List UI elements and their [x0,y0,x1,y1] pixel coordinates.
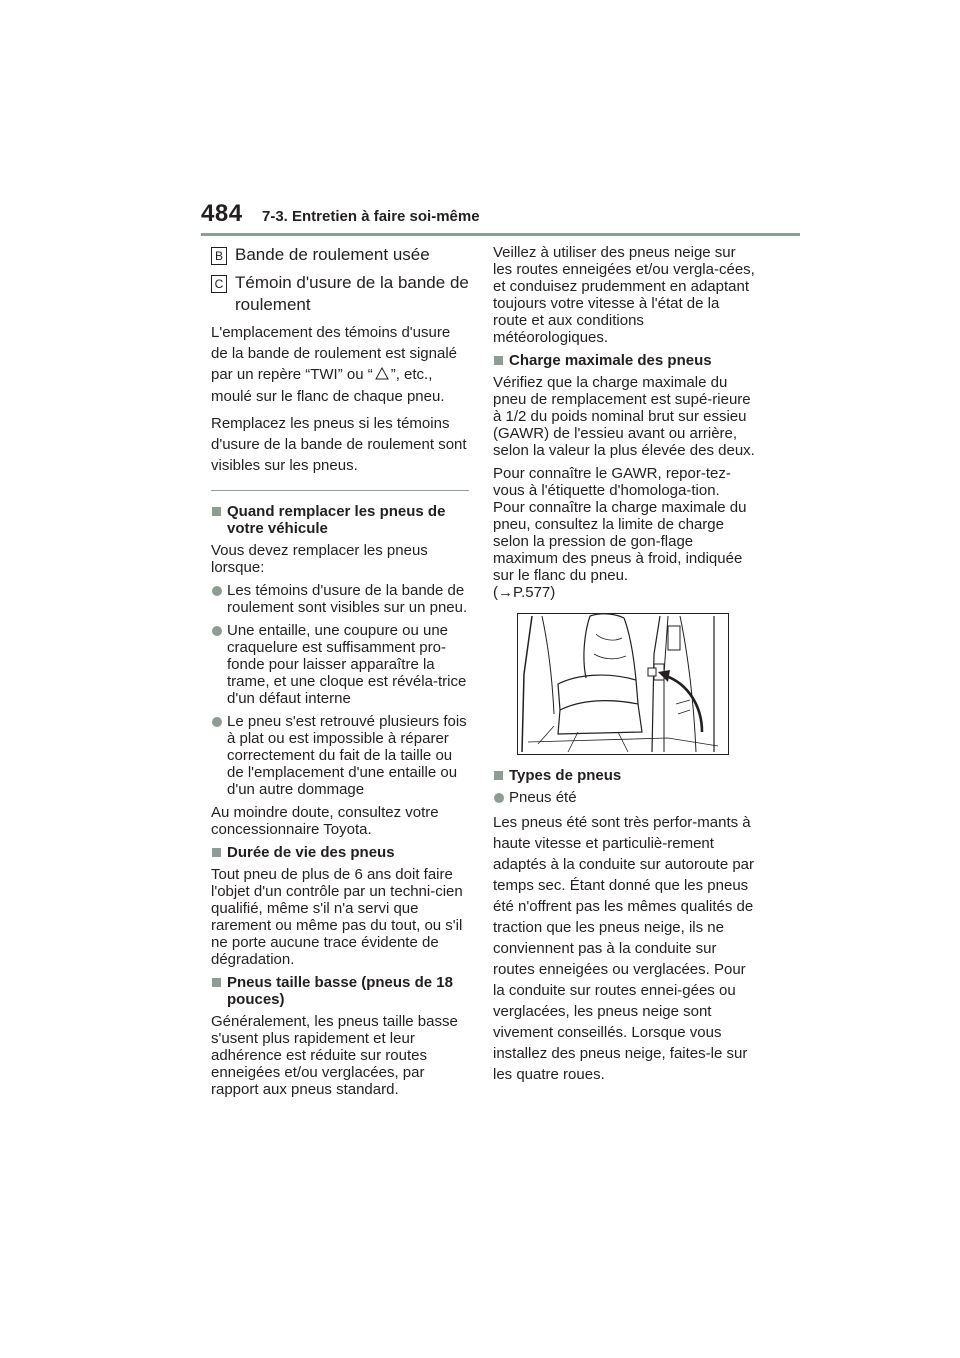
label-b-text: Bande de roulement usée [235,245,430,264]
low-profile-text: Généralement, les pneus taille basse s'usent plus rapidement et leur adhérence est réduite sur routes enneigées et/ou verglacées, par rapport aux pneus standard. [211,1013,458,1098]
square-bullet-icon [212,507,221,516]
when-replace-outro: Au moindre doute, consultez votre concessionnaire Toyota. [211,804,439,838]
label-b-key: B [211,247,227,265]
replace-paragraph: Remplacez les pneus si les témoins d'usure de la bande de roulement sont visibles sur les pneus. [211,415,467,474]
heading-low-profile: Pneus taille basse (pneus de 18 pouces) [211,974,471,1008]
summer-tires-text: Les pneus été sont très perfor-mants à haute vitesse et particuliè-rement adaptés à la conduite sur autoroute par temps sec. Étant donné que les pneus été n'offrent pas les mêmes qualités de traction que les pneus neige, ils ne conviennent pas à la conduite sur routes enneigées ou verglacées. Pour la conduite sur routes ennei-gées ou verglacées, les pneus neige sont vivement conseillés. Lorsque vous installez des pneus neige, faites-le sur les quatre roues. [493,814,755,1083]
when-replace-intro: Vous devez remplacer les pneus lorsque: [211,542,428,576]
label-c-text: Témoin d'usure de la bande de roulement [235,273,469,314]
heading-tire-types: Types de pneus [493,767,755,784]
snow-tire-intro: Veillez à utiliser des pneus neige sur les routes enneigées et/ou vergla-cées, et conduisez prudemment en adaptant toujours votre vitesse à l'état de la route et aux conditions météorologiques. [493,244,755,346]
header-rule [201,233,800,236]
circle-bullet-icon [212,586,222,596]
circle-bullet-icon [494,793,504,803]
section-divider [211,490,469,491]
section-title: 7-3. Entretien à faire soi-même [262,208,480,225]
list-item: Pneus été [493,789,755,806]
twi-paragraph-end: ”, etc., moulé sur le flanc de chaque pneu. [211,366,445,405]
square-bullet-icon [212,848,221,857]
tire-life-text: Tout pneu de plus de 6 ans doit faire l'objet d'un contrôle par un techni-cien qualifié, même s'il n'a servi que rarement ou même pas du tout, ou s'il ne porte aucune trace évidente de dégradation. [211,866,463,968]
right-column [493,244,755,1091]
circle-bullet-icon [212,626,222,636]
list-item: Une entaille, une coupure ou une craquelure est suffisamment pro-fonde pour laisser apparaître la trame, et une cloque est révéla-trice d'un défaut interne [211,622,471,707]
label-c-key: C [211,275,227,293]
list-item: Les témoins d'usure de la bande de roulement sont visibles sur un pneu. [211,582,471,616]
list-item: Le pneu s'est retrouvé plusieurs fois à plat ou est impossible à réparer correctement du fait de la taille ou de l'emplacement d'une entaille ou d'un autre dommage [211,713,471,798]
twi-paragraph [211,322,471,407]
label-c [211,272,471,316]
max-load-p2: Pour connaître le GAWR, repor-tez-vous à l'étiquette d'homologa-tion. [493,465,731,499]
page-reference: (→P.577) [493,584,556,601]
label-b [211,244,471,266]
door-jamb-illustration [517,613,729,755]
page-number: 484 [201,200,243,227]
heading-max-load: Charge maximale des pneus [493,352,755,369]
max-load-p1: Vérifiez que la charge maximale du pneu de remplacement est supé-rieure à 1/2 du poids nominal brut sur essieu (GAWR) de l'essieu avant ou arrière, selon la valeur la plus élevée des deux. [493,374,755,459]
max-load-p3: Pour connaître la charge maximale du pneu, consultez la limite de charge selon la pression de gon-flage maximum des pneus à froid, indiquée sur le flanc du pneu. [493,499,747,584]
square-bullet-icon [494,771,503,780]
square-bullet-icon [212,978,221,987]
left-column [211,244,471,1104]
circle-bullet-icon [212,717,222,727]
triangle-icon [375,365,389,386]
heading-tire-life: Durée de vie des pneus [211,844,471,861]
heading-when-replace: Quand remplacer les pneus de votre véhicule [211,503,471,537]
twi-paragraph-start: L'emplacement des témoins d'usure de la bande de roulement est signalé par un repère “TWI” ou “ [211,324,458,383]
square-bullet-icon [494,356,503,365]
